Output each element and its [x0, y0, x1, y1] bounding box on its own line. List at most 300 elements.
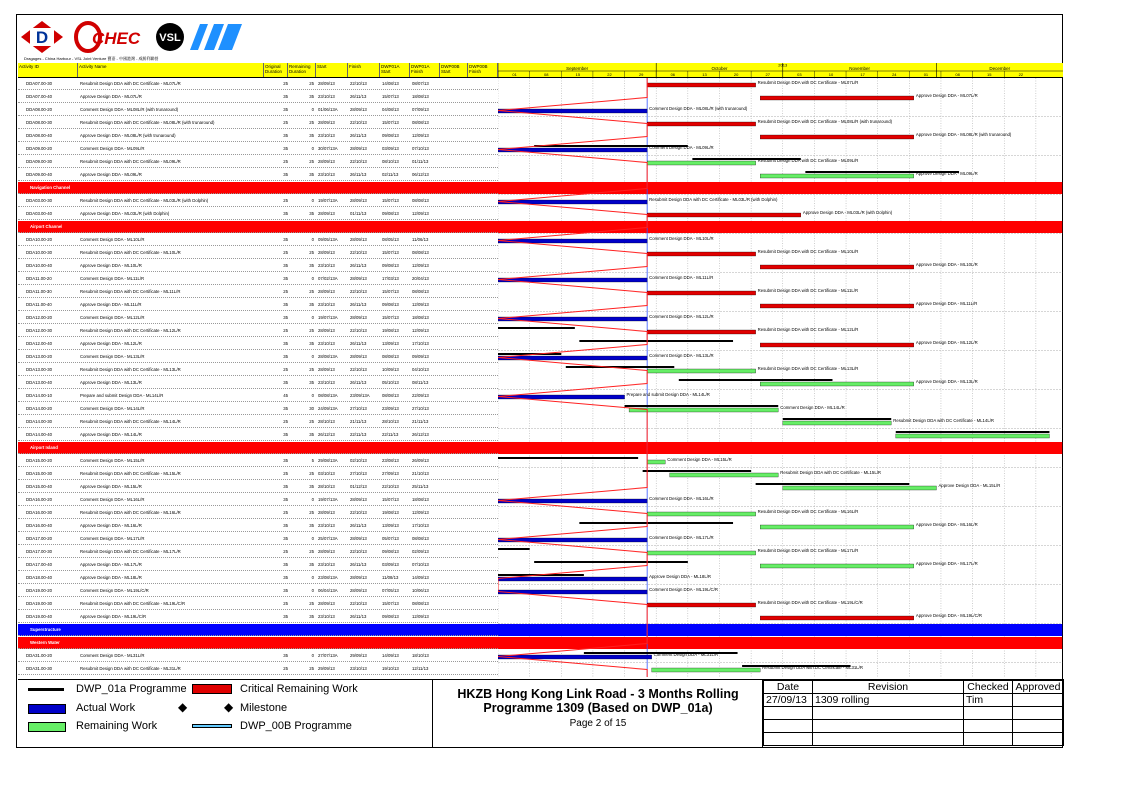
cell-finish: 28/09/13	[350, 575, 367, 580]
cell-id: DDA14.00-10	[26, 393, 53, 398]
cell-od: 35	[283, 276, 288, 281]
gantt-bar-critical	[647, 122, 755, 126]
cell-rd: 25	[309, 328, 314, 333]
baseline-bar	[625, 405, 779, 407]
rev-approved	[1013, 733, 1064, 746]
cell-f1: 18/08/13	[412, 497, 429, 502]
cell-finish: 22/10/13	[350, 250, 367, 255]
gantt-bar-remaining	[760, 174, 914, 178]
cell-name: Approve Design DDA - ML17L/R	[80, 562, 142, 567]
baseline-bar	[534, 561, 688, 563]
cell-finish: 22/11/13	[350, 432, 367, 437]
cell-s1: 05/10/13	[382, 380, 399, 385]
cell-name: Comment Design DDA - ML15L/R	[80, 458, 145, 463]
week-label: 10	[828, 72, 834, 77]
bar-label: Resubmit Design DDA with DC Certificate - ML17L/R	[757, 548, 859, 553]
cell-od: 25	[283, 159, 288, 164]
bar-label: Comment Design DDA - ML10L/R	[649, 236, 714, 241]
rev-checked	[964, 733, 1013, 746]
cell-rd: 25	[309, 367, 314, 372]
rev-header-revision: Revision	[813, 681, 964, 694]
table-row	[18, 546, 498, 558]
table-row	[18, 143, 498, 155]
cell-finish: 26/11/13	[350, 94, 367, 99]
cell-start: 19/07/13A	[318, 497, 338, 502]
cell-id: DDA09.00-20	[26, 146, 53, 151]
table-row	[18, 351, 498, 363]
cell-od: 35	[283, 484, 288, 489]
gantt-bar-remaining	[670, 473, 778, 477]
cell-name: Comment Design DDA - ML17L/R	[80, 536, 145, 541]
cell-od: 35	[283, 94, 288, 99]
cell-od: 35	[283, 497, 288, 502]
cell-rd: 35	[309, 341, 314, 346]
table-row	[18, 130, 498, 142]
week-label: 27	[765, 72, 770, 77]
cell-finish: 27/10/13	[350, 471, 367, 476]
cell-rd: 25	[309, 120, 314, 125]
cell-start: 19/07/13A	[318, 315, 338, 320]
rev-approved	[1013, 720, 1064, 733]
section-band-bar	[498, 182, 1063, 194]
page-number: Page 2 of 15	[569, 718, 627, 729]
cell-f1: 11/06/13	[412, 237, 429, 242]
cell-name: Resubmit Design DDA with DC Certificate - ML11L/R	[80, 289, 181, 294]
gantt-bar-remaining	[760, 382, 914, 386]
jv-caption: Dragages - China Harbour - VSL Joint Venture 寶嘉 - 中國港灣 - 威勝利聯營	[24, 56, 159, 61]
gantt-bar-critical	[760, 304, 914, 308]
baseline-bar	[679, 379, 833, 381]
baseline-bar	[579, 340, 733, 342]
col-activity-id: Activity ID	[18, 63, 78, 77]
cell-s1: 07/05/13	[382, 588, 399, 593]
baseline-bar	[896, 431, 1050, 433]
cell-f1: 21/10/13	[412, 471, 429, 476]
cell-start: 28/09/13	[318, 81, 335, 86]
cell-name: Approve Design DDA - ML19L/C/R	[80, 614, 147, 619]
logo-bar	[18, 16, 258, 60]
cell-s1: 15/07/13	[382, 198, 399, 203]
cell-f1: 09/09/13	[412, 354, 429, 359]
legend-swatch-dwp01a	[28, 688, 64, 691]
rev-date	[764, 707, 813, 720]
cell-name: Approve Design DDA - ML08L/R (with trunaround)	[80, 133, 176, 138]
cell-finish: 01/12/13	[350, 484, 367, 489]
cell-id: DDA12.00-20	[26, 315, 53, 320]
cell-finish: 28/09/13	[350, 315, 367, 320]
legend-swatch-actual	[28, 704, 66, 714]
cell-id: DDA19.00-20	[26, 588, 53, 593]
cell-name: Comment Design DDA - ML14L/R	[80, 406, 145, 411]
cell-s1: 05/07/13	[382, 536, 399, 541]
table-row	[18, 91, 498, 103]
cell-f1: 12/09/13	[412, 302, 429, 307]
table-row	[18, 377, 498, 389]
cell-id: DDA10.00-20	[26, 237, 53, 242]
cell-finish: 22/10/13	[350, 510, 367, 515]
gantt-bar-remaining	[896, 434, 1050, 438]
cell-od: 35	[283, 588, 288, 593]
bar-label: Comment Design DDA - ML15L/R	[667, 457, 732, 462]
cell-f1: 07/09/13	[412, 107, 429, 112]
cell-id: DDA14.00-20	[26, 406, 53, 411]
cell-start: 01/06/13A	[318, 107, 338, 112]
cell-rd: 35	[309, 523, 314, 528]
bar-label: Approve Design DDA - ML11L/R	[915, 301, 978, 306]
cell-s1: 03/09/13	[382, 146, 399, 151]
gantt-bar-remaining	[629, 408, 778, 412]
cell-start: 28/09/13	[318, 159, 335, 164]
cell-f1: 08/08/13	[412, 601, 429, 606]
cell-name: Approve Design DDA - ML07L/R	[80, 94, 142, 99]
week-label: 22	[607, 72, 612, 77]
bar-label: Resubmit Design DDA with DC Certificate - ML10L/R	[757, 249, 859, 254]
table-row	[18, 117, 498, 129]
rev-text	[813, 707, 964, 720]
rev-text: 1309 rolling	[813, 694, 964, 707]
cell-f1: 12/09/13	[412, 510, 429, 515]
cell-name: Resubmit Design DDA with DC Certificate - ML17L/R	[80, 549, 181, 554]
cell-name: Approve Design DDA - ML15L/R	[80, 484, 142, 489]
week-label: 01	[512, 72, 517, 77]
cell-s1: 09/08/13	[382, 263, 399, 268]
cell-id: DDA16.00-30	[26, 510, 53, 515]
cell-od: 35	[283, 341, 288, 346]
cell-s1: 11/08/13	[382, 575, 399, 580]
gantt-bar-remaining	[647, 369, 755, 373]
cell-start: 26/12/13	[318, 432, 335, 437]
cell-s1: 15/07/13	[382, 120, 399, 125]
cell-od: 35	[283, 237, 288, 242]
bar-label: Prepare and submit Design DDA - ML14L/R	[626, 392, 710, 397]
table-row	[18, 338, 498, 350]
month-label: November	[849, 66, 870, 71]
bar-label: Approve Design DDA - ML10L/R	[915, 262, 978, 267]
cell-f1: 12/09/13	[412, 614, 429, 619]
cell-start: 23/08/13A	[318, 575, 338, 580]
cell-start: 23/10/13	[318, 380, 335, 385]
cell-rd: 25	[309, 81, 314, 86]
cell-s1: 22/11/13	[382, 432, 399, 437]
cell-s1: 09/08/13	[382, 549, 399, 554]
cell-s1: 23/09/13	[382, 406, 399, 411]
cell-id: DDA17.00-20	[26, 536, 53, 541]
cell-rd: 35	[309, 302, 314, 307]
cell-f1: 21/11/13	[412, 419, 429, 424]
legend-swatch-critical	[192, 684, 232, 694]
cell-od: 35	[283, 653, 288, 658]
cell-rd: 0	[311, 393, 314, 398]
chec-logo	[74, 20, 144, 54]
section-label: Airport Island	[30, 445, 58, 450]
cell-start: 28/09/13	[318, 211, 335, 216]
cell-start: 29/08/13A	[318, 458, 338, 463]
cell-finish: 26/11/13	[350, 133, 367, 138]
cell-start: 23/10/13	[318, 523, 335, 528]
cell-f1: 08/07/13	[412, 81, 429, 86]
cell-start: 23/10/13	[318, 133, 335, 138]
cell-od: 25	[283, 601, 288, 606]
cell-od: 35	[283, 172, 288, 177]
cell-rd: 35	[309, 133, 314, 138]
cell-name: Resubmit Design DDA with DC Certificate - ML14L/R	[80, 419, 181, 424]
cell-s1: 17/03/13	[382, 276, 399, 281]
section-band-bar	[498, 637, 1063, 649]
table-row	[18, 429, 498, 441]
gantt-bar-remaining	[760, 525, 914, 529]
table-row	[18, 455, 498, 467]
col-start: Start	[316, 63, 348, 77]
bar-label: Approve Design DDA - ML16L/R	[915, 522, 978, 527]
cell-name: Resubmit Design DDA with DC Certificate - ML13L/R	[80, 367, 181, 372]
cell-f1: 25/11/13	[412, 484, 429, 489]
cell-name: Resubmit Design DDA with DC Certificate - ML15L/R	[80, 471, 181, 476]
svg-text:VSL: VSL	[159, 32, 181, 44]
cell-start: 23/10/13	[318, 614, 335, 619]
cell-finish: 01/11/13	[350, 211, 367, 216]
week-label: 17	[860, 72, 865, 77]
rev-date	[764, 733, 813, 746]
cell-name: Approve Design DDA - ML12L/R	[80, 341, 142, 346]
week-label: 15	[986, 72, 992, 77]
cell-id: DDA07.00-30	[26, 81, 53, 86]
cell-f1: 27/10/13	[412, 406, 429, 411]
cell-id: DDA17.00-30	[26, 549, 53, 554]
cell-finish: 28/09/13	[350, 276, 367, 281]
week-label: 13	[702, 72, 707, 77]
cell-start: 28/09/13	[318, 510, 335, 515]
cell-finish: 22/10/13	[350, 601, 367, 606]
gantt-bar-remaining	[783, 421, 891, 425]
cell-s1: 23/08/13	[382, 458, 399, 463]
cell-rd: 25	[309, 289, 314, 294]
cell-s1: 08/10/13	[382, 159, 399, 164]
cell-rd: 30	[309, 406, 314, 411]
gantt-bar-remaining	[783, 486, 937, 490]
table-row	[18, 416, 498, 428]
cell-rd: 25	[309, 601, 314, 606]
bar-label: Resubmit Design DDA with DC Certificate - ML12L/R	[757, 327, 859, 332]
bar-label: Approve Design DDA - ML07L/R	[915, 93, 978, 98]
bar-label: Approve Design DDA - ML12L/R	[915, 340, 978, 345]
cell-s1: 13/09/13	[382, 523, 399, 528]
legend-milestone: Milestone	[240, 702, 288, 714]
vsl-logo	[152, 20, 248, 54]
cell-id: DDA31.00-20	[26, 653, 53, 658]
cell-s1: 09/08/13	[382, 302, 399, 307]
cell-rd: 25	[309, 419, 314, 424]
cell-rd: 35	[309, 172, 314, 177]
cell-rd: 25	[309, 471, 314, 476]
section-band-bar	[498, 221, 1063, 233]
cell-finish: 26/11/13	[350, 302, 367, 307]
gantt-bar-critical	[647, 83, 755, 87]
cell-od: 25	[283, 549, 288, 554]
cell-od: 35	[283, 432, 288, 437]
cell-od: 35	[283, 263, 288, 268]
cell-id: DDA11.00-40	[26, 302, 52, 307]
cell-start: 03/10/13	[318, 471, 335, 476]
activity-table-header	[18, 63, 498, 78]
table-row	[18, 572, 498, 584]
section-band	[18, 221, 498, 233]
cell-f1: 12/09/13	[412, 211, 429, 216]
cell-id: DDA13.00-30	[26, 367, 53, 372]
cell-id: DDA11.00-30	[26, 289, 52, 294]
cell-rd: 0	[311, 315, 314, 320]
cell-od: 25	[283, 471, 288, 476]
cell-id: DDA08.00-40	[26, 133, 53, 138]
cell-rd: 5	[311, 458, 314, 463]
section-band	[18, 442, 498, 454]
bar-label: Resubmit Design DDA with DC Certificate - ML09L/R	[757, 158, 859, 163]
cell-finish: 28/09/13	[350, 237, 367, 242]
cell-id: DDA31.00-30	[26, 666, 53, 671]
col-dwp00b-finish: DWP00B Finish	[468, 63, 498, 77]
table-row	[18, 156, 498, 168]
cell-f1: 22/09/13	[412, 393, 429, 398]
cell-name: Comment Design DDA - ML08L/R (with trunaround)	[80, 107, 179, 112]
cell-start: 24/09/13A	[318, 406, 338, 411]
cell-id: DDA10.00-30	[26, 250, 53, 255]
cell-name: Resubmit Design DDA with DC Certificate - ML08L/R (with trunaround)	[80, 120, 215, 125]
cell-finish: 22/10/13	[350, 328, 367, 333]
cell-start: 09/05/13A	[318, 237, 338, 242]
bar-label: Approve Design DDA - ML15L/R	[938, 483, 1001, 488]
bar-label: Comment Design DDA - ML09L/R	[649, 145, 714, 150]
cell-id: DDA16.00-20	[26, 497, 53, 502]
cell-rd: 0	[311, 146, 314, 151]
cell-f1: 08/11/13	[412, 380, 429, 385]
legend	[18, 679, 432, 748]
cell-od: 25	[283, 250, 288, 255]
cell-f1: 18/08/13	[412, 315, 429, 320]
cell-od: 25	[283, 81, 288, 86]
cell-id: DDA14.00-40	[26, 432, 53, 437]
section-label: Airport Channel	[30, 224, 63, 229]
cell-s1: 08/08/13	[382, 393, 399, 398]
cell-start: 23/10/13	[318, 562, 335, 567]
cell-finish: 26/11/13	[350, 562, 367, 567]
cell-finish: 26/11/13	[350, 341, 367, 346]
cell-s1: 02/11/13	[382, 172, 399, 177]
cell-start: 06/04/13A	[318, 588, 338, 593]
cell-finish: 28/09/13	[350, 588, 367, 593]
table-row	[18, 650, 498, 662]
cell-finish: 28/09/13	[350, 536, 367, 541]
cell-rd: 0	[311, 354, 314, 359]
bar-label: Comment Design DDA - ML11L/R	[649, 275, 714, 280]
week-label: 03	[797, 72, 802, 77]
cell-id: DDA17.00-40	[26, 562, 53, 567]
legend-critical: Critical Remaining Work	[240, 683, 358, 695]
svg-text:D: D	[35, 28, 49, 47]
cell-id: DDA03.00-30	[26, 198, 53, 203]
cell-f1: 14/09/13	[412, 575, 429, 580]
baseline-bar	[756, 483, 910, 485]
cell-rd: 35	[309, 614, 314, 619]
cell-name: Comment Design DDA - ML19L/C/R	[80, 588, 149, 593]
cell-start: 23/10/13	[318, 94, 335, 99]
gantt-bar-remaining	[647, 161, 755, 165]
table-row	[18, 611, 498, 623]
table-row	[18, 507, 498, 519]
cell-rd: 25	[309, 250, 314, 255]
gantt-bar-critical	[647, 330, 755, 334]
cell-id: DDA14.00-30	[26, 419, 53, 424]
cell-id: DDA18.00-40	[26, 575, 53, 580]
cell-rd: 35	[309, 211, 314, 216]
section-label: Superstructure	[30, 627, 61, 632]
legend-swatch-dwp00b	[192, 724, 232, 728]
section-band	[18, 182, 498, 194]
timeline-header	[498, 63, 1063, 78]
cell-s1: 15/07/13	[382, 94, 399, 99]
cell-s1: 10/09/13	[382, 367, 399, 372]
gantt-bar-critical	[760, 265, 914, 269]
cell-id: DDA12.00-40	[26, 341, 53, 346]
cell-finish: 28/09/13	[350, 146, 367, 151]
bar-label: Resubmit Design DDA with DC Certificate - ML19L/C/R	[757, 600, 863, 605]
cell-s1: 08/05/13	[382, 237, 399, 242]
cell-id: DDA16.00-40	[26, 523, 53, 528]
cell-id: DDA13.00-20	[26, 354, 53, 359]
cell-rd: 0	[311, 588, 314, 593]
cell-finish: 22/10/13	[350, 289, 367, 294]
cell-f1: 17/10/13	[412, 523, 429, 528]
cell-f1: 08/08/13	[412, 250, 429, 255]
col-dwp01a-start: DWP01A Start	[380, 63, 410, 77]
gantt-bar-critical	[647, 252, 755, 256]
cell-start: 23/10/13	[318, 302, 335, 307]
cell-od: 25	[283, 666, 288, 671]
cell-id: DDA11.00-20	[26, 276, 52, 281]
cell-od: 25	[283, 510, 288, 515]
cell-od: 35	[283, 146, 288, 151]
table-row	[18, 520, 498, 532]
section-label: Western Water	[30, 640, 60, 645]
rev-date: 27/09/13	[764, 694, 813, 707]
col-original-duration: Original Duration	[264, 63, 288, 77]
cell-f1: 12/09/13	[412, 133, 429, 138]
baseline-bar	[498, 548, 530, 550]
baseline-bar	[498, 327, 575, 329]
cell-od: 35	[283, 302, 288, 307]
gantt-bar-remaining	[647, 551, 755, 555]
cell-finish: 22/10/13	[350, 367, 367, 372]
cell-s1: 15/07/13	[382, 250, 399, 255]
cell-s1: 27/09/13	[382, 471, 399, 476]
cell-finish: 29/09/13	[350, 653, 367, 658]
gantt-bar-remaining	[647, 460, 665, 464]
cell-rd: 35	[309, 562, 314, 567]
cell-od: 35	[283, 536, 288, 541]
bar-label: Comment Design DDA - ML08L/R (with trunaround)	[649, 106, 748, 111]
bar-label: Comment Design DDA - ML17L/R	[649, 535, 714, 540]
cell-start: 23/10/13	[318, 172, 335, 177]
cell-rd: 0	[311, 575, 314, 580]
cell-rd: 0	[311, 653, 314, 658]
table-row	[18, 312, 498, 324]
cell-f1: 18/08/13	[412, 94, 429, 99]
cell-name: Comment Design DDA - ML11L/R	[80, 276, 145, 281]
bar-label: Resubmit Design DDA with DC Certificate - ML11L/R	[757, 288, 859, 293]
cell-id: DDA10.00-40	[26, 263, 53, 268]
cell-start: 28/09/13	[318, 120, 335, 125]
cell-start: 28/09/13	[318, 250, 335, 255]
cell-s1: 14/09/13	[382, 653, 399, 658]
bar-label: Approve Design DDA - ML09L/R	[915, 171, 978, 176]
